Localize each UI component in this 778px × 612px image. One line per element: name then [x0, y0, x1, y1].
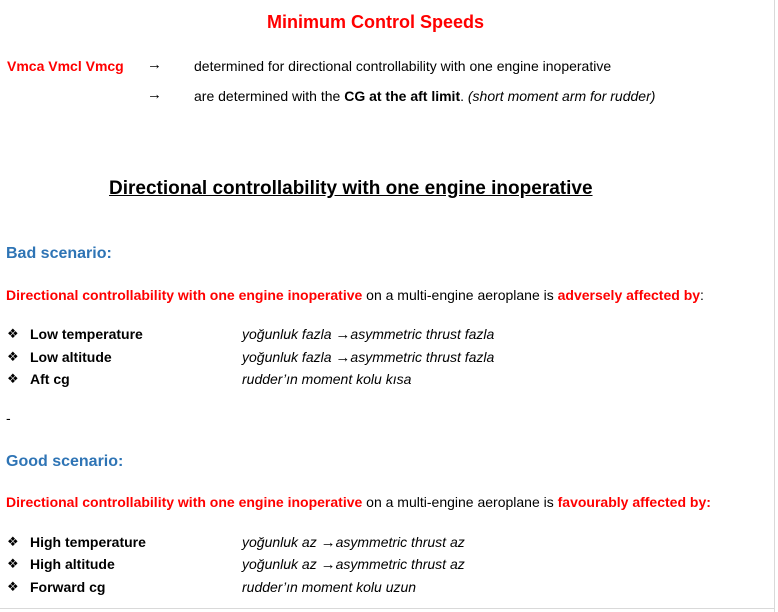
- speeds-line-2: [194, 88, 655, 104]
- line2-text-end: .: [460, 88, 468, 104]
- section-heading: Directional controllability with one engine inoperative: [109, 178, 593, 199]
- bullet-icon: ❖: [7, 579, 19, 594]
- good-note: [242, 534, 465, 551]
- sentence-red-2: adversely affected by: [557, 287, 701, 303]
- sentence-red-1: Directional controllability with one engine inoperative: [6, 287, 363, 303]
- bad-scenario-heading: Bad scenario:: [6, 245, 112, 262]
- arrow-icon: →: [320, 556, 336, 573]
- arrow-icon: →: [335, 349, 351, 366]
- bullet-icon: ❖: [7, 326, 19, 341]
- bullet-icon: ❖: [7, 349, 19, 364]
- line2-italic-note: (short moment arm for rudder): [467, 88, 656, 104]
- note-post: asymmetric thrust fazla: [350, 326, 495, 342]
- page-title: Minimum Control Speeds: [267, 12, 485, 32]
- good-scenario-sentence: [6, 494, 711, 510]
- sentence-mid: on a multi-engine aeroplane is: [362, 287, 558, 303]
- sentence-end: :: [700, 287, 704, 303]
- good-note: rudder’ın moment kolu uzun: [242, 579, 417, 595]
- bad-factor: Low altitude: [30, 349, 112, 365]
- bad-note: [242, 326, 494, 343]
- line2-bold: CG at the aft limit: [344, 88, 461, 104]
- arrow-icon: →: [320, 534, 336, 551]
- good-factor: High temperature: [30, 534, 146, 550]
- bad-note: [242, 349, 494, 366]
- speeds-label: Vmca Vmcl Vmcg: [7, 58, 124, 74]
- speeds-line-1: determined for directional controllability with one engine inoperative: [194, 58, 612, 74]
- sentence-red-1: Directional controllability with one engine inoperative: [6, 494, 363, 510]
- arrow-icon: →: [335, 326, 351, 343]
- arrow-icon: →: [147, 86, 162, 103]
- bad-factor: Aft cg: [30, 371, 70, 387]
- note-post: asymmetric thrust az: [335, 556, 465, 572]
- line2-text: are determined with the: [194, 88, 345, 104]
- good-factor: High altitude: [30, 556, 115, 572]
- note-pre: yoğunluk fazla: [242, 349, 336, 365]
- note-pre: yoğunluk az: [242, 534, 321, 550]
- note-pre: yoğunluk az: [242, 556, 321, 572]
- note-pre: yoğunluk fazla: [242, 326, 336, 342]
- good-scenario-heading: Good scenario:: [6, 453, 124, 470]
- note-post: asymmetric thrust az: [335, 534, 465, 550]
- bullet-icon: ❖: [7, 534, 19, 549]
- note-post: asymmetric thrust fazla: [350, 349, 495, 365]
- bad-note: rudder’ın moment kolu kısa: [242, 371, 412, 387]
- good-note: [242, 556, 465, 573]
- bad-scenario-sentence: [6, 287, 704, 303]
- sentence-mid: on a multi-engine aeroplane is: [362, 494, 558, 510]
- good-factor: Forward cg: [30, 579, 106, 595]
- sentence-red-2: favourably affected by:: [557, 494, 711, 510]
- dash-separator: -: [6, 410, 11, 426]
- page-bottom-border: [0, 608, 775, 609]
- arrow-icon: →: [147, 56, 162, 73]
- page-right-border: [774, 0, 775, 612]
- bullet-icon: ❖: [7, 371, 19, 386]
- bad-factor: Low temperature: [30, 326, 143, 342]
- bullet-icon: ❖: [7, 556, 19, 571]
